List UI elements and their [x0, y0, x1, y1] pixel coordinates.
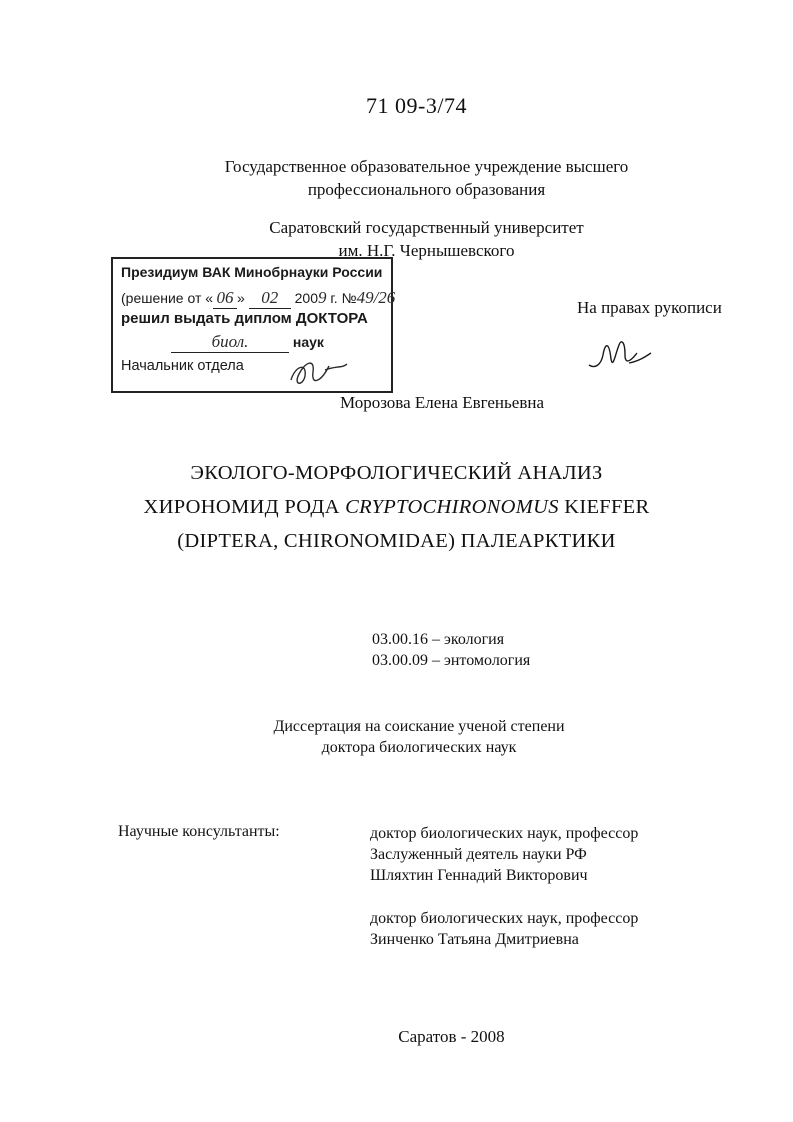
stamp-number-prefix: г. №	[326, 290, 357, 306]
stamp-head-label: Начальник отдела	[121, 358, 244, 374]
stamp-month: 02	[249, 288, 291, 309]
title-suffix: KIEFFER	[558, 496, 650, 518]
title-genus: CRYPTOCHIRONOMUS	[345, 496, 559, 518]
degree-statement	[0, 716, 793, 758]
consultant-name: Зинченко Татьяна Дмитриевна	[370, 931, 579, 948]
stamp-decision-prefix: (решение от «	[121, 290, 214, 306]
institution-name	[0, 155, 793, 201]
stamp-science: биол.	[171, 332, 289, 353]
consultant-degree: доктор биологических наук, профессор	[370, 825, 639, 842]
consultants-label: Научные консультанты:	[118, 823, 280, 840]
dissertation-title	[0, 456, 793, 558]
stamp-signature-icon	[285, 352, 355, 392]
title-line: ЭКОЛОГО-МОРФОЛОГИЧЕСКИЙ АНАЛИЗ	[190, 462, 603, 484]
stamp-year-prefix: 200	[290, 290, 318, 306]
stamp-decision-text: решил выдать диплом ДОКТОРА	[121, 310, 368, 327]
stamp-quote: »	[237, 290, 249, 306]
consultant-entry	[370, 908, 638, 950]
specialty-item: 03.00.16 – экология	[372, 631, 505, 648]
specialty-item: 03.00.09 – энтомология	[372, 652, 531, 669]
stamp-science-suffix: наук	[289, 334, 324, 350]
stamp-heading: Президиум ВАК Минобрнауки России	[121, 264, 383, 280]
stamp-number: 49/26	[356, 288, 396, 307]
catalog-number: 71 09-3/74	[366, 93, 467, 118]
stamp-day: 06	[213, 288, 237, 309]
title-line-genus	[0, 490, 793, 524]
institution-line: профессионального образования	[307, 180, 546, 199]
degree-line: Диссертация на соискание ученой степени	[273, 718, 565, 735]
university-name	[0, 216, 793, 262]
specialty-codes	[372, 629, 530, 671]
title-prefix: ХИРОНОМИД РОДА	[143, 496, 346, 518]
stamp-decision-line	[121, 288, 395, 309]
author-name: Морозова Елена Евгеньевна	[340, 393, 544, 412]
title-line: (DIPTERA, CHIRONOMIDAE) ПАЛЕАРКТИКИ	[177, 530, 616, 552]
author-signature-icon	[585, 335, 660, 380]
university-line: им. Н.Г. Чернышевского	[338, 241, 515, 260]
stamp-year-digit: 9	[317, 288, 327, 307]
vak-stamp	[111, 257, 396, 393]
degree-line: доктора биологических наук	[321, 739, 517, 756]
consultant-name: Шляхтин Геннадий Викторович	[370, 867, 588, 884]
consultant-degree: доктор биологических наук, профессор	[370, 910, 639, 927]
place-year: Саратов - 2008	[398, 1027, 505, 1046]
consultant-entry	[370, 823, 638, 886]
stamp-science-line	[171, 332, 324, 353]
university-line: Саратовский государственный университет	[269, 218, 584, 237]
institution-line: Государственное образовательное учреждение высшего	[224, 157, 629, 176]
manuscript-label: На правах рукописи	[577, 298, 722, 317]
consultant-title: Заслуженный деятель науки РФ	[370, 846, 587, 863]
